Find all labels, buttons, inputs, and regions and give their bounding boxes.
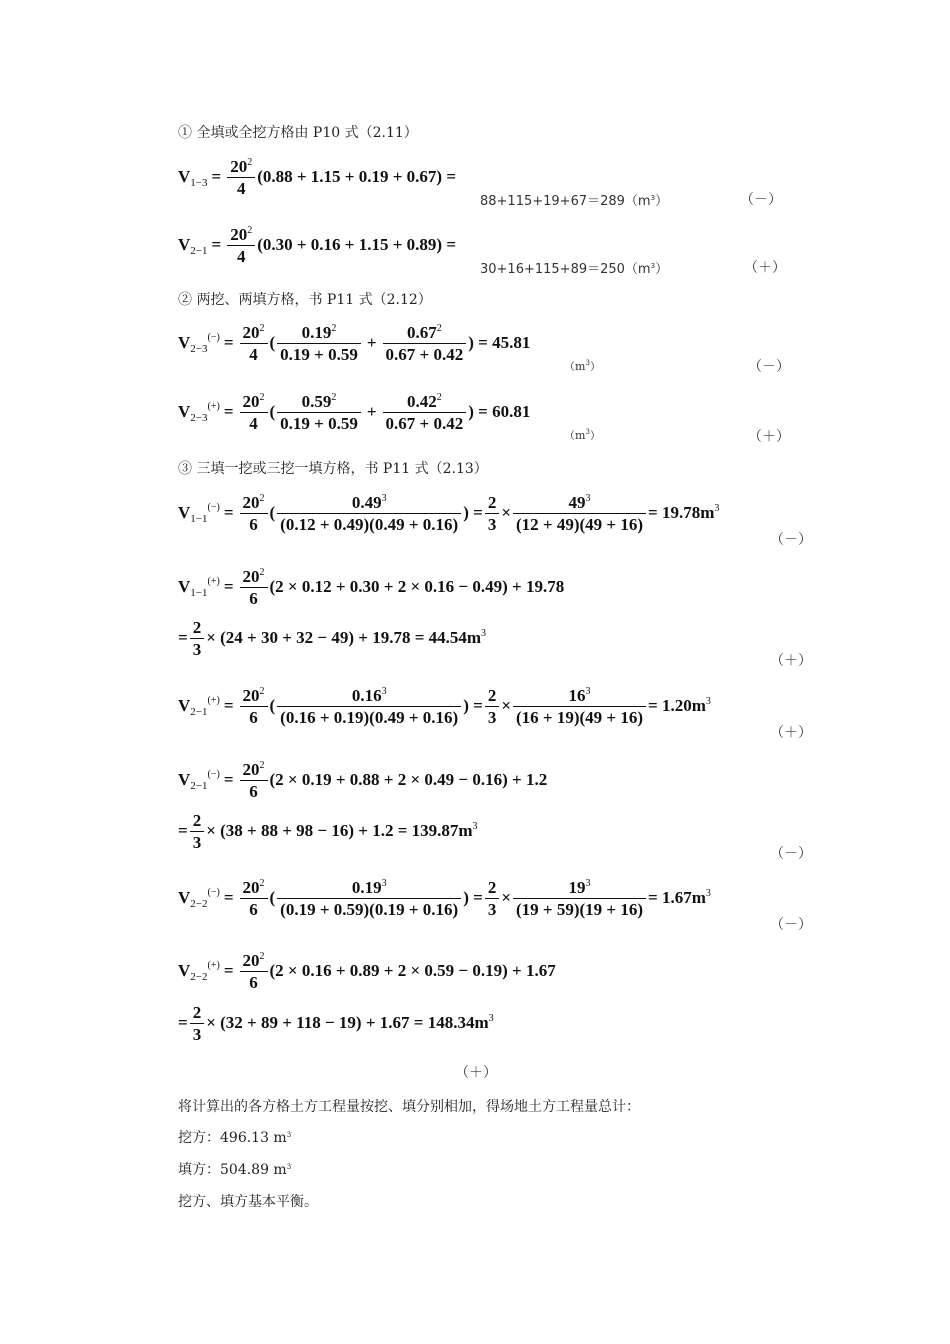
summary-fill-total: 填方：504.89 $m^3$: [178, 1162, 292, 1178]
equation-v2-1-fill: V2−1(+) = $\frac{202}{6}$ ( $\frac{0.163}{(0.16 + 0.19)(0.49 + 0.16)}$ ) = $\frac{2}{3}$ × $\frac{163}{(16 + 19)(49 + 16)}$ = 1.20m3: [178, 686, 711, 728]
unit-label: $(m^3)$: [564, 428, 601, 442]
equation-v2-2-fill-line2: = $\frac{2}{3}$ × (32 + 89 + 118 − 19) + 1.67 = 148.34m3: [178, 1003, 494, 1045]
sign-fill: （＋）: [770, 725, 812, 741]
sign-fill: （＋）: [744, 260, 786, 276]
equation-v1-3-result: $88+115+19+67=289(m^3)$: [480, 194, 669, 209]
sign-cut: （－）: [740, 192, 782, 208]
sign-fill: （＋）: [455, 1065, 497, 1081]
equation-v2-3-fill: V2−3(+) = $\frac{202}{4}$ ( $\frac{0.592}{0.19 + 0.59}$ + $\frac{0.422}{0.67 + 0.42}$ ) = 60.81: [178, 392, 531, 434]
sign-cut: （－）: [770, 532, 812, 548]
section-heading-2: ② 两挖、两填方格，书 P11 式（2.12）: [178, 292, 432, 308]
sign-cut: （－）: [748, 359, 790, 375]
sign-cut: （－）: [770, 917, 812, 933]
unit-label: $(m^3)$: [564, 359, 601, 373]
equation-v1-1-fill-line2: = $\frac{2}{3}$ × (24 + 30 + 32 − 49) + 19.78 = 44.54m3: [178, 618, 487, 660]
section-heading-3: ③ 三填一挖或三挖一填方格，书 P11 式（2.13）: [178, 461, 488, 477]
equation-v2-3-cut: V2−3(−) = $\frac{202}{4}$ ( $\frac{0.192}{0.19 + 0.59}$ + $\frac{0.672}{0.67 + 0.42}$ ) = 45.81: [178, 323, 531, 365]
summary-intro: 将计算出的各方格土方工程量按挖、填分别相加，得场地土方工程量总计：: [178, 1099, 640, 1115]
equation-v1-1-cut: V1−1(−) = $\frac{202}{6}$ ( $\frac{0.493}{(0.12 + 0.49)(0.49 + 0.16)}$ ) = $\frac{2}{3}$ × $\frac{493}{(12 + 49)(49 + 16)}$ = 19.78m3: [178, 493, 720, 535]
equation-v2-1-cut-line2: = $\frac{2}{3}$ × (38 + 88 + 98 − 16) + 1.2 = 139.87m3: [178, 811, 478, 853]
section-heading-1: ① 全填或全挖方格由 P10 式（2.11）: [178, 125, 418, 141]
equation-v1-1-fill: V1−1(+) = $\frac{202}{6}$ (2 × 0.12 + 0.30 + 2 × 0.16 − 0.49) + 19.78: [178, 567, 565, 609]
sign-fill: （＋）: [748, 429, 790, 445]
summary-conclusion: 挖方、填方基本平衡。: [178, 1194, 318, 1210]
equation-v2-1-result: $30+16+115+89=250(m^3)$: [480, 262, 669, 277]
equation-v2-1-cut: V2−1(−) = $\frac{202}{6}$ (2 × 0.19 + 0.88 + 2 × 0.49 − 0.16) + 1.2: [178, 760, 548, 802]
equation-v2-2-fill: V2−2(+) = $\frac{202}{6}$ (2 × 0.16 + 0.89 + 2 × 0.59 − 0.19) + 1.67: [178, 951, 556, 993]
sign-cut: （－）: [770, 846, 812, 862]
summary-cut-total: 挖方：496.13 $m^3$: [178, 1130, 292, 1146]
equation-v2-2-cut: V2−2(−) = $\frac{202}{6}$ ( $\frac{0.193}{(0.19 + 0.59)(0.19 + 0.16)}$ ) = $\frac{2}{3}$ × $\frac{193}{(19 + 59)(19 + 16)}$ = 1.67m3: [178, 878, 711, 920]
equation-v1-3: V1−3 = $\frac{202}{4}$ (0.88 + 1.15 + 0.19 + 0.67) =: [178, 157, 457, 199]
sign-fill: （＋）: [770, 653, 812, 669]
equation-v2-1: V2−1 = $\frac{202}{4}$ (0.30 + 0.16 + 1.15 + 0.89) =: [178, 225, 457, 267]
